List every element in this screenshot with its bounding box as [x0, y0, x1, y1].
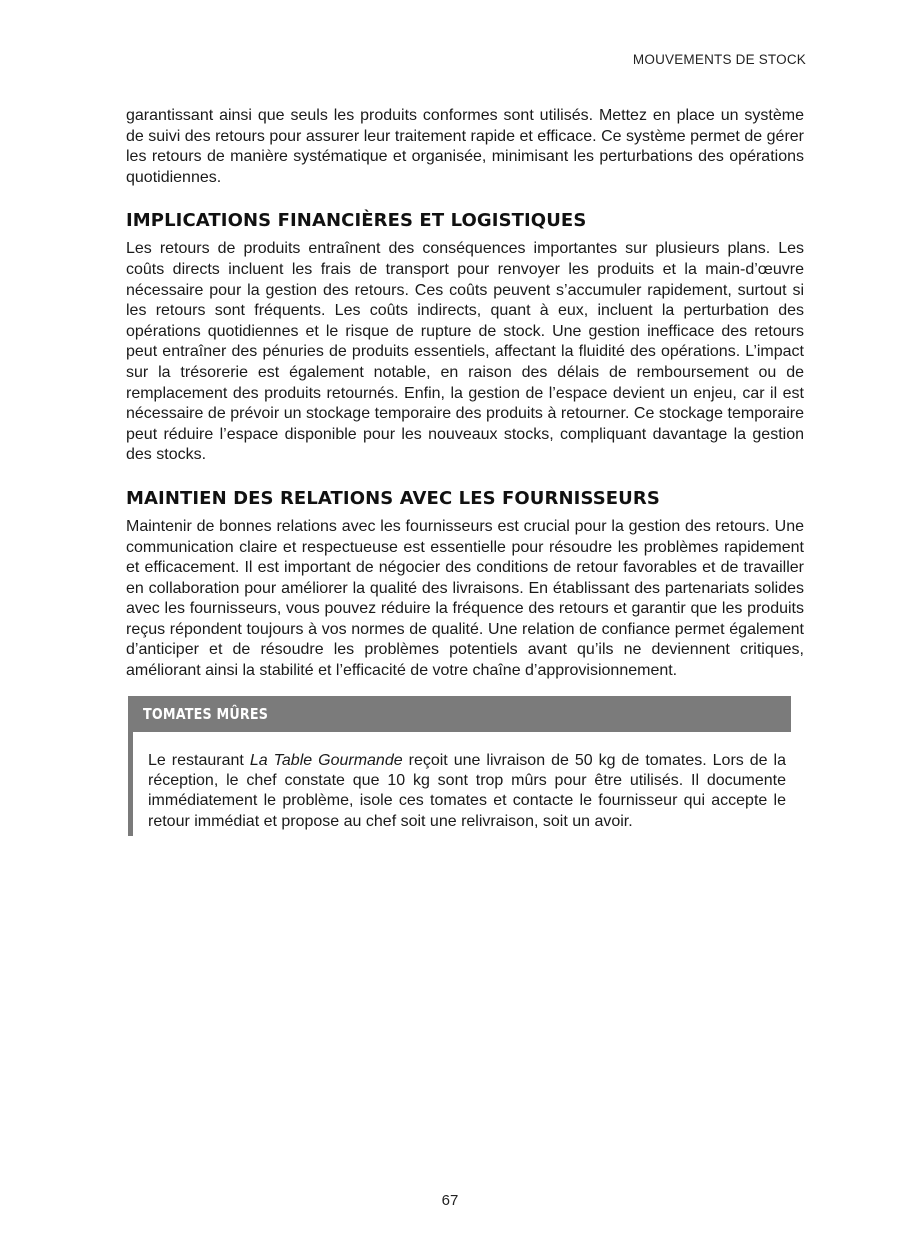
case-study-box — [128, 696, 791, 837]
running-header: MOUVEMENTS DE STOCK — [632, 52, 806, 67]
page-content — [126, 106, 804, 836]
restaurant-name: La Table Gourmande — [249, 751, 403, 769]
section-heading-financial-logistic: IMPLICATIONS FINANCIÈRES ET LOGISTIQUES — [126, 210, 587, 232]
section-body-supplier-relations: Maintenir de bonnes relations avec les fournisseurs est crucial pour la gestion des retours. Une communication claire et respectueuse est essentielle pour résoudre les problèmes rapidement et efficacement. Il est important de négocier des conditions de retour favorables et de travailler en collaboration pour améliorer la qualité des livraisons. En établissant des partenariats solides avec les fournisseurs, vous pouvez réduire la fréquence des retours et garantir que les produits reçus répondent toujours à vos normes de qualité. Une relation de confiance permet également d’anticiper et de résoudre les problèmes potentiels avant qu’ils ne deviennent critiques, améliorant ainsi la stabilité et l’efficacité de votre chaîne d’approvisionnement. — [126, 517, 804, 680]
intro-paragraph: garantissant ainsi que seuls les produits conformes sont utilisés. Mettez en place un système de suivi des retours pour assurer leur traitement rapide et efficace. Ce système permet de gérer les retours de manière systématique et organisée, minimisant les perturbations des opérations quotidiennes. — [126, 107, 804, 186]
section-body-financial-logistic: Les retours de produits entraînent des conséquences importantes sur plusieurs plans. Les coûts directs incluent les frais de transport pour renvoyer les produits et la main-d’œuvre nécessaire pour la gestion des retours. Ces coûts peuvent s’accumuler rapidement, surtout si les retours sont fréquents. Les coûts indirects, quant à eux, incluent la perturbation des opérations quotidiennes et le risque de rupture de stock. Une gestion inefficace des retours peut entraîner des pénuries de produits essentiels, affectant la fluidité des opérations. L’impact sur la trésorerie est également notable, en raison des délais de remboursement ou de remplacement des produits retournés. Enfin, la gestion de l’espace devient un enjeu, car il est nécessaire de prévoir un stockage temporaire des produits à retourner. Ce stockage temporaire peut réduire l’espace disponible pour les nouveaux stocks, compliquant davantage la gestion des stocks. — [126, 240, 804, 464]
case-study-title-bar — [128, 696, 791, 732]
section-heading-supplier-relations: MAINTIEN DES RELATIONS AVEC LES FOURNISSEURS — [126, 487, 660, 509]
case-study-body — [133, 732, 786, 833]
page-number: 67 — [441, 1192, 459, 1209]
case-study-text-start: Le restaurant — [148, 751, 250, 769]
case-study-title: TOMATES MÛRES — [143, 704, 269, 723]
case-study-text — [148, 751, 786, 833]
case-study-text-end: reçoit une livraison de 50 kg de tomates. Lors de la réception, le chef constate que 10 kg sont trop mûrs pour être utilisés. Il documente immédiatement le problème, isole ces tomates et contacte le fournisseur qui accepte le retour immédiat et propose au chef soit une relivraison, soit un avoir. — [148, 751, 787, 830]
